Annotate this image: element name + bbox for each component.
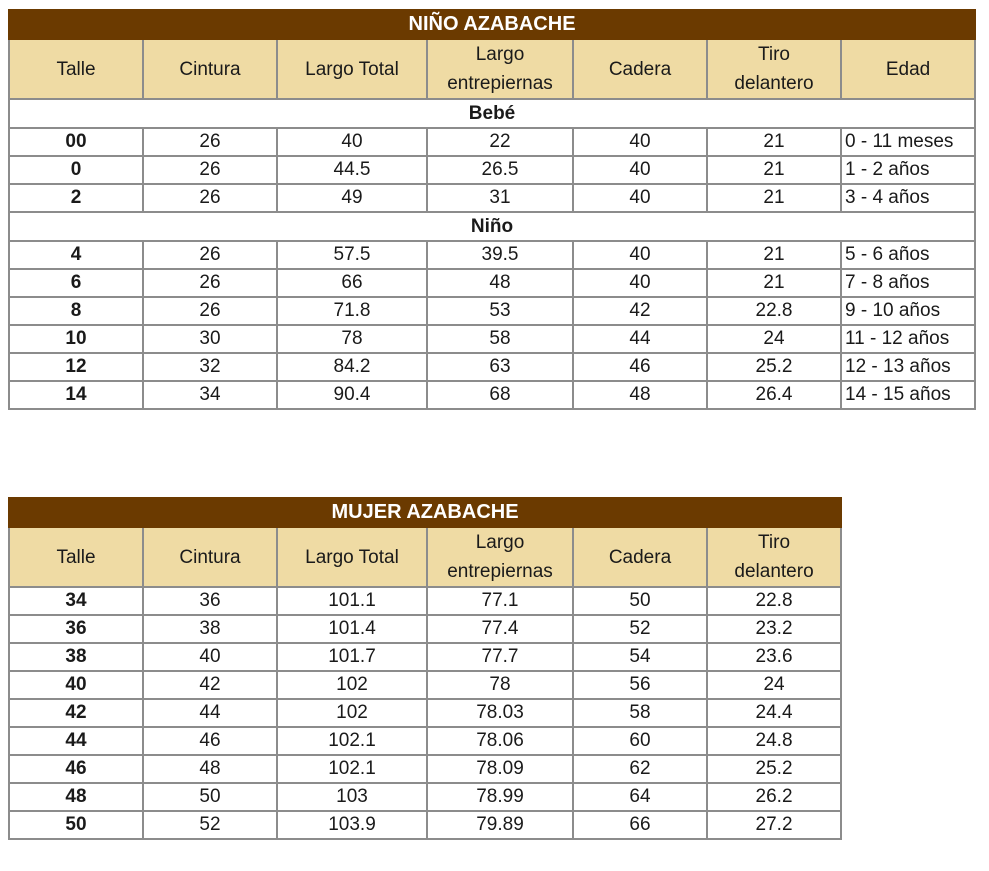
table-cell: 21 bbox=[707, 156, 841, 184]
table-title: NIÑO AZABACHE bbox=[9, 10, 975, 39]
table-cell: 24.8 bbox=[707, 727, 841, 755]
column-header: Tiro delantero bbox=[707, 527, 841, 587]
table-cell: 40 bbox=[143, 643, 277, 671]
table-cell: 77.7 bbox=[427, 643, 573, 671]
table-title: MUJER AZABACHE bbox=[9, 498, 841, 527]
table-row bbox=[9, 269, 975, 297]
edad-cell: 5 - 6 años bbox=[841, 241, 975, 269]
table-cell: 25.2 bbox=[707, 755, 841, 783]
edad-cell: 14 - 15 años bbox=[841, 381, 975, 409]
section-title: Niño bbox=[9, 212, 975, 241]
column-header: Edad bbox=[841, 39, 975, 99]
column-header: Cintura bbox=[143, 527, 277, 587]
table-cell: 46 bbox=[143, 727, 277, 755]
table-cell: 101.7 bbox=[277, 643, 427, 671]
table-cell: 49 bbox=[277, 184, 427, 212]
table-row bbox=[9, 297, 975, 325]
table-row bbox=[9, 615, 841, 643]
table-cell: 38 bbox=[143, 615, 277, 643]
table-cell: 68 bbox=[427, 381, 573, 409]
table-cell: 40 bbox=[573, 128, 707, 156]
table-cell: 22 bbox=[427, 128, 573, 156]
table-cell: 78.06 bbox=[427, 727, 573, 755]
talle-cell: 34 bbox=[9, 587, 143, 615]
section-title: Bebé bbox=[9, 99, 975, 128]
talle-cell: 14 bbox=[9, 381, 143, 409]
table-cell: 39.5 bbox=[427, 241, 573, 269]
table-cell: 66 bbox=[277, 269, 427, 297]
table-cell: 101.1 bbox=[277, 587, 427, 615]
table-cell: 78.09 bbox=[427, 755, 573, 783]
table-row bbox=[9, 353, 975, 381]
talle-cell: 42 bbox=[9, 699, 143, 727]
table-cell: 48 bbox=[573, 381, 707, 409]
table-cell: 66 bbox=[573, 811, 707, 839]
table-cell: 24 bbox=[707, 325, 841, 353]
table-row bbox=[9, 184, 975, 212]
table-cell: 31 bbox=[427, 184, 573, 212]
table-row bbox=[9, 671, 841, 699]
table-row bbox=[9, 643, 841, 671]
table-cell: 40 bbox=[277, 128, 427, 156]
table-cell: 50 bbox=[143, 783, 277, 811]
table-cell: 34 bbox=[143, 381, 277, 409]
table-cell: 22.8 bbox=[707, 297, 841, 325]
header-row bbox=[9, 39, 975, 99]
table-cell: 40 bbox=[573, 156, 707, 184]
table-cell: 26.5 bbox=[427, 156, 573, 184]
table-cell: 53 bbox=[427, 297, 573, 325]
table-row bbox=[9, 783, 841, 811]
table-cell: 103.9 bbox=[277, 811, 427, 839]
table-cell: 90.4 bbox=[277, 381, 427, 409]
table-cell: 52 bbox=[143, 811, 277, 839]
talle-cell: 4 bbox=[9, 241, 143, 269]
edad-cell: 1 - 2 años bbox=[841, 156, 975, 184]
table-cell: 21 bbox=[707, 184, 841, 212]
table-cell: 26.4 bbox=[707, 381, 841, 409]
table-row bbox=[9, 587, 841, 615]
table-row bbox=[9, 128, 975, 156]
table-cell: 22.8 bbox=[707, 587, 841, 615]
edad-cell: 12 - 13 años bbox=[841, 353, 975, 381]
table-cell: 48 bbox=[427, 269, 573, 297]
talle-cell: 2 bbox=[9, 184, 143, 212]
table-row bbox=[9, 699, 841, 727]
table-cell: 44.5 bbox=[277, 156, 427, 184]
talle-cell: 12 bbox=[9, 353, 143, 381]
column-header: Cadera bbox=[573, 39, 707, 99]
talle-cell: 00 bbox=[9, 128, 143, 156]
column-header: Talle bbox=[9, 527, 143, 587]
table-row bbox=[9, 727, 841, 755]
table-cell: 21 bbox=[707, 128, 841, 156]
edad-cell: 11 - 12 años bbox=[841, 325, 975, 353]
talle-cell: 36 bbox=[9, 615, 143, 643]
talle-cell: 38 bbox=[9, 643, 143, 671]
table-cell: 24.4 bbox=[707, 699, 841, 727]
talle-cell: 40 bbox=[9, 671, 143, 699]
edad-cell: 7 - 8 años bbox=[841, 269, 975, 297]
nino-size-table bbox=[8, 9, 976, 410]
table-cell: 78.03 bbox=[427, 699, 573, 727]
table-cell: 102 bbox=[277, 699, 427, 727]
table-cell: 103 bbox=[277, 783, 427, 811]
table-cell: 46 bbox=[573, 353, 707, 381]
table-title-row bbox=[9, 498, 841, 527]
table-cell: 21 bbox=[707, 269, 841, 297]
section-row bbox=[9, 212, 975, 241]
column-header: Cintura bbox=[143, 39, 277, 99]
table-cell: 60 bbox=[573, 727, 707, 755]
table-cell: 25.2 bbox=[707, 353, 841, 381]
table-cell: 102.1 bbox=[277, 727, 427, 755]
edad-cell: 9 - 10 años bbox=[841, 297, 975, 325]
table-cell: 23.6 bbox=[707, 643, 841, 671]
table-row bbox=[9, 381, 975, 409]
mujer-size-table bbox=[8, 497, 842, 840]
table-cell: 78 bbox=[427, 671, 573, 699]
table-cell: 27.2 bbox=[707, 811, 841, 839]
table-cell: 77.1 bbox=[427, 587, 573, 615]
table-cell: 71.8 bbox=[277, 297, 427, 325]
table-cell: 40 bbox=[573, 269, 707, 297]
column-header: Largo Total bbox=[277, 39, 427, 99]
table-cell: 62 bbox=[573, 755, 707, 783]
table-cell: 58 bbox=[427, 325, 573, 353]
table-cell: 21 bbox=[707, 241, 841, 269]
table-cell: 50 bbox=[573, 587, 707, 615]
table-cell: 44 bbox=[573, 325, 707, 353]
table-cell: 26 bbox=[143, 184, 277, 212]
column-header: Largo entrepiernas bbox=[427, 527, 573, 587]
table-cell: 84.2 bbox=[277, 353, 427, 381]
column-header: Cadera bbox=[573, 527, 707, 587]
table-cell: 56 bbox=[573, 671, 707, 699]
edad-cell: 0 - 11 meses bbox=[841, 128, 975, 156]
table-cell: 77.4 bbox=[427, 615, 573, 643]
table-cell: 78 bbox=[277, 325, 427, 353]
table-cell: 40 bbox=[573, 241, 707, 269]
table-row bbox=[9, 755, 841, 783]
talle-cell: 48 bbox=[9, 783, 143, 811]
table-row bbox=[9, 325, 975, 353]
table-cell: 42 bbox=[143, 671, 277, 699]
talle-cell: 10 bbox=[9, 325, 143, 353]
talle-cell: 8 bbox=[9, 297, 143, 325]
table-row bbox=[9, 156, 975, 184]
table-cell: 57.5 bbox=[277, 241, 427, 269]
table-cell: 48 bbox=[143, 755, 277, 783]
table-row bbox=[9, 811, 841, 839]
table-cell: 26 bbox=[143, 241, 277, 269]
talle-cell: 6 bbox=[9, 269, 143, 297]
table-cell: 52 bbox=[573, 615, 707, 643]
table-row bbox=[9, 241, 975, 269]
table-cell: 23.2 bbox=[707, 615, 841, 643]
table-cell: 26 bbox=[143, 156, 277, 184]
column-header: Largo Total bbox=[277, 527, 427, 587]
talle-cell: 50 bbox=[9, 811, 143, 839]
table-cell: 26.2 bbox=[707, 783, 841, 811]
column-header: Talle bbox=[9, 39, 143, 99]
table-cell: 54 bbox=[573, 643, 707, 671]
table-cell: 102 bbox=[277, 671, 427, 699]
table-cell: 40 bbox=[573, 184, 707, 212]
table-cell: 63 bbox=[427, 353, 573, 381]
table-cell: 26 bbox=[143, 128, 277, 156]
table-cell: 101.4 bbox=[277, 615, 427, 643]
header-row bbox=[9, 527, 841, 587]
table-cell: 30 bbox=[143, 325, 277, 353]
table-cell: 32 bbox=[143, 353, 277, 381]
talle-cell: 46 bbox=[9, 755, 143, 783]
talle-cell: 44 bbox=[9, 727, 143, 755]
table-cell: 44 bbox=[143, 699, 277, 727]
edad-cell: 3 - 4 años bbox=[841, 184, 975, 212]
table-cell: 42 bbox=[573, 297, 707, 325]
column-header: Largo entrepiernas bbox=[427, 39, 573, 99]
section-row bbox=[9, 99, 975, 128]
column-header: Tiro delantero bbox=[707, 39, 841, 99]
table-cell: 79.89 bbox=[427, 811, 573, 839]
table-cell: 36 bbox=[143, 587, 277, 615]
table-cell: 78.99 bbox=[427, 783, 573, 811]
talle-cell: 0 bbox=[9, 156, 143, 184]
table-cell: 26 bbox=[143, 269, 277, 297]
table-cell: 58 bbox=[573, 699, 707, 727]
table-cell: 26 bbox=[143, 297, 277, 325]
table-cell: 102.1 bbox=[277, 755, 427, 783]
table-cell: 24 bbox=[707, 671, 841, 699]
table-title-row bbox=[9, 10, 975, 39]
table-cell: 64 bbox=[573, 783, 707, 811]
